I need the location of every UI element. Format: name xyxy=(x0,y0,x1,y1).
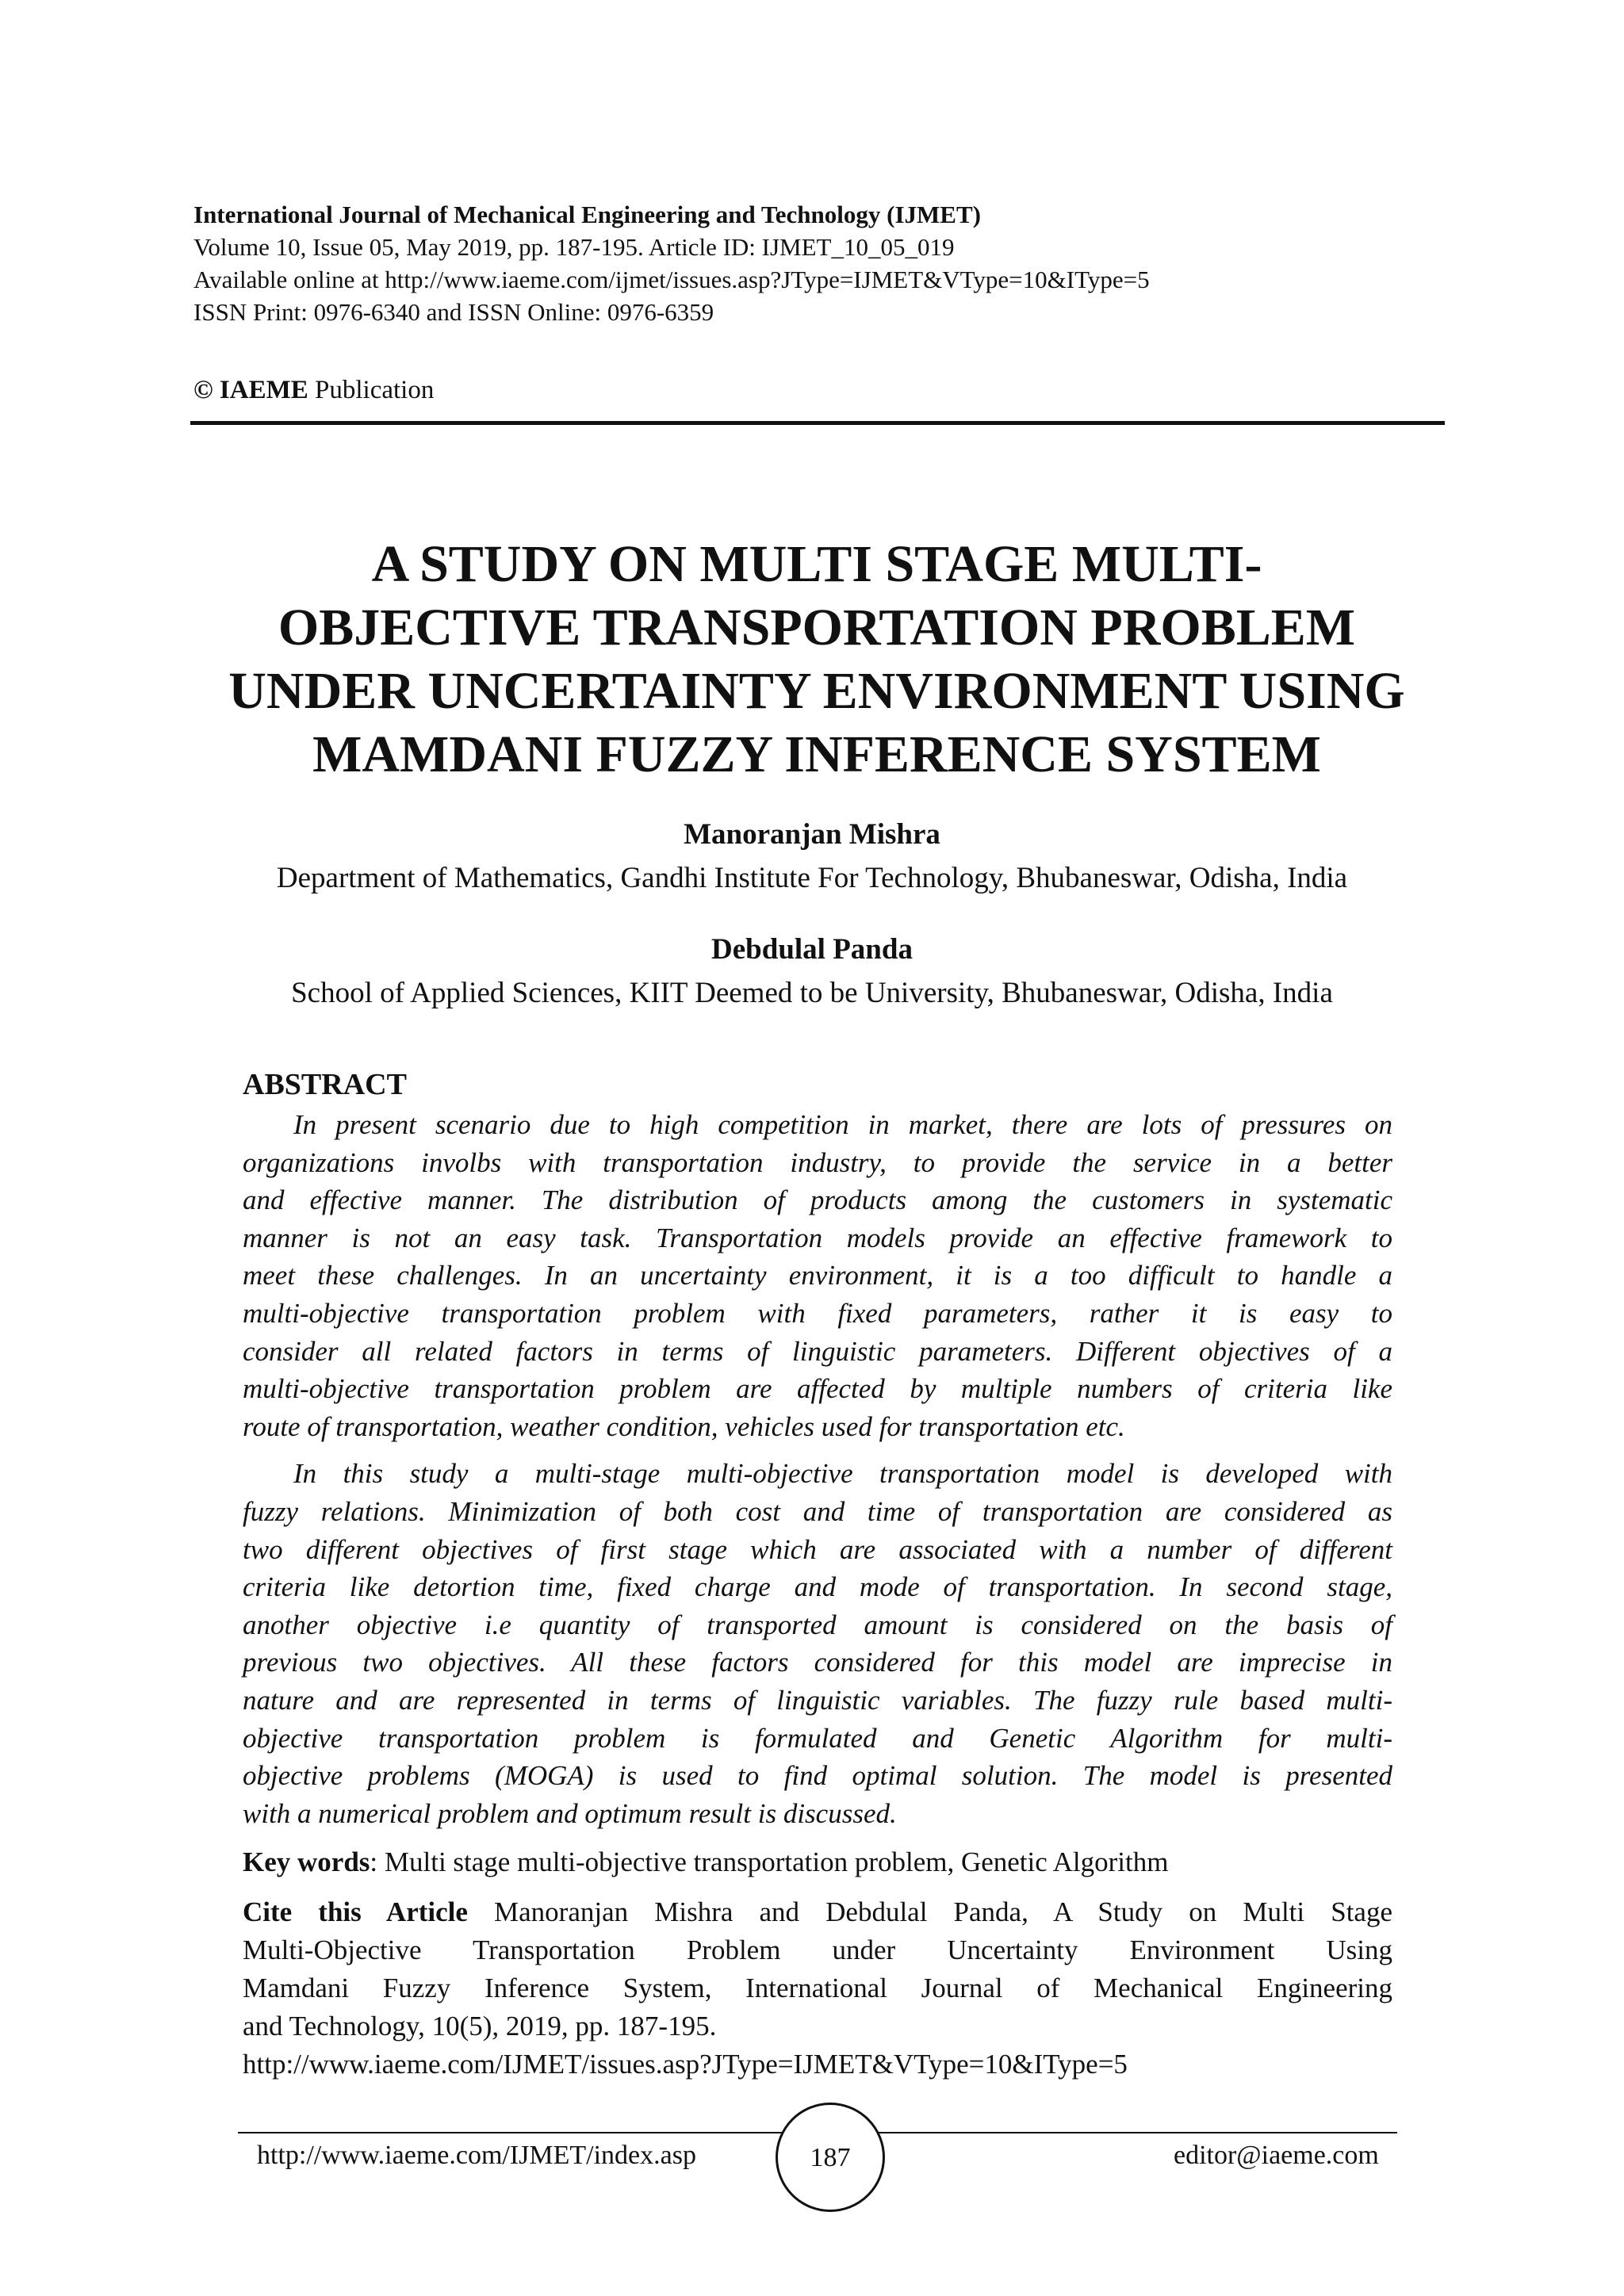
paper-title-line: MAMDANI FUZZY INFERENCE SYSTEM xyxy=(312,725,1321,783)
keywords-text: : Multi stage multi-objective transportation problem, Genetic Algorithm xyxy=(370,1846,1169,1878)
page-number-circle xyxy=(776,2103,885,2212)
author-name: Debdulal Panda xyxy=(711,933,913,966)
abstract-line: previous two objectives. All these factors considered for this model are imprecise in xyxy=(243,1647,1392,1678)
keywords xyxy=(243,1843,1392,1881)
abstract-line: and effective manner. The distribution of products among the customers in systematic xyxy=(243,1184,1392,1216)
abstract-line: meet these challenges. In an uncertainty environment, it is a too difficult to handle a xyxy=(243,1260,1392,1292)
abstract-line: consider all related factors in terms of linguistic parameters. Different objectives of a xyxy=(243,1335,1392,1367)
publisher-copyright xyxy=(193,373,434,408)
abstract-line: In this study a multi-stage multi-objective transportation model is developed with xyxy=(293,1458,1392,1490)
footer-journal-link[interactable]: http://www.iaeme.com/IJMET/index.asp xyxy=(257,2141,696,2170)
abstract-line: objective problems (MOGA) is used to find optimal solution. The model is presented xyxy=(243,1760,1392,1792)
cite-line-text: Manoranjan Mishra and Debdulal Panda, A Study on Multi Stage xyxy=(467,1896,1392,1928)
keywords-label: Key words xyxy=(243,1846,370,1878)
cite-line: Multi-Objective Transportation Problem under Uncertainty Environment Using xyxy=(243,1934,1392,1966)
publisher-name: © IAEME xyxy=(193,376,308,404)
abstract-line: two different objectives of first stage which are associated with a number of different xyxy=(243,1533,1392,1565)
journal-volume-line: Volume 10, Issue 05, May 2019, pp. 187-195. Article ID: IJMET_10_05_019 xyxy=(193,233,955,261)
author-affiliation: School of Applied Sciences, KIIT Deemed to be University, Bhubaneswar, Odisha, India xyxy=(291,977,1333,1009)
abstract-line: multi-objective transportation problem are affected by multiple numbers of criteria like xyxy=(243,1373,1392,1405)
journal-issn-line: ISSN Print: 0976-6340 and ISSN Online: 0976-6359 xyxy=(193,298,714,326)
abstract-line: another objective i.e quantity of transported amount is considered on the basis of xyxy=(243,1609,1392,1640)
abstract-line: organizations involbs with transportation industry, to provide the service in a better xyxy=(243,1146,1392,1178)
footer-email-link[interactable]: editor@iaeme.com xyxy=(1174,2141,1379,2170)
journal-header xyxy=(193,198,1446,328)
cite-url-link[interactable]: http://www.iaeme.com/IJMET/issues.asp?JType=IJMET&VType=10&IType=5 xyxy=(243,2049,1128,2080)
abstract-heading: ABSTRACT xyxy=(243,1068,407,1101)
abstract-section xyxy=(243,1066,1392,2084)
abstract-line: objective transportation problem is formulated and Genetic Algorithm for multi- xyxy=(243,1722,1392,1754)
abstract-line: with a numerical problem and optimum result is discussed. xyxy=(243,1797,897,1829)
abstract-line: manner is not an easy task. Transportation models provide an effective framework to xyxy=(243,1222,1392,1253)
abstract-line: criteria like detortion time, fixed charge and mode of transportation. In second stage, xyxy=(243,1571,1392,1603)
paper-title-line: A STUDY ON MULTI STAGE MULTI- xyxy=(371,535,1262,593)
header-divider xyxy=(190,421,1445,425)
author-block-1 xyxy=(0,817,1624,897)
paper-title-line: OBJECTIVE TRANSPORTATION PROBLEM xyxy=(278,599,1356,656)
abstract-paragraph-2 xyxy=(243,1455,1392,1832)
journal-online-line: Available online at http://www.iaeme.com/ijmet/issues.asp?JType=IJMET&VType=10&IType=5 xyxy=(193,266,1150,293)
cite-line: and Technology, 10(5), 2019, pp. 187-195. xyxy=(243,2011,717,2042)
page-number: 187 xyxy=(810,2143,851,2172)
author-block-2 xyxy=(0,932,1624,1012)
paper-title-line: UNDER UNCERTAINTY ENVIRONMENT USING xyxy=(228,662,1405,720)
author-affiliation: Department of Mathematics, Gandhi Institute For Technology, Bhubaneswar, Odisha, India xyxy=(276,862,1348,894)
cite-line: Mamdani Fuzzy Inference System, International Journal of Mechanical Engineering xyxy=(243,1973,1392,2004)
cite-label: Cite this Article xyxy=(243,1896,468,1928)
abstract-line: fuzzy relations. Minimization of both cost and time of transportation are considered as xyxy=(243,1495,1392,1527)
author-name: Manoranjan Mishra xyxy=(684,818,940,851)
abstract-line: route of transportation, weather condition, vehicles used for transportation etc. xyxy=(243,1410,1125,1442)
publisher-suffix: Publication xyxy=(308,376,435,404)
abstract-paragraph-1 xyxy=(243,1106,1392,1445)
abstract-line: multi-objective transportation problem with fixed parameters, rather it is easy to xyxy=(243,1297,1392,1329)
abstract-line: nature and are represented in terms of linguistic variables. The fuzzy rule based multi- xyxy=(243,1684,1392,1716)
abstract-line: In present scenario due to high competition in market, there are lots of pressures on xyxy=(293,1109,1392,1140)
cite-this-article xyxy=(243,1893,1392,2045)
cite-line xyxy=(243,1893,1392,1931)
paper-title xyxy=(159,533,1475,786)
journal-title: International Journal of Mechanical Engineering and Technology (IJMET) xyxy=(193,201,981,228)
